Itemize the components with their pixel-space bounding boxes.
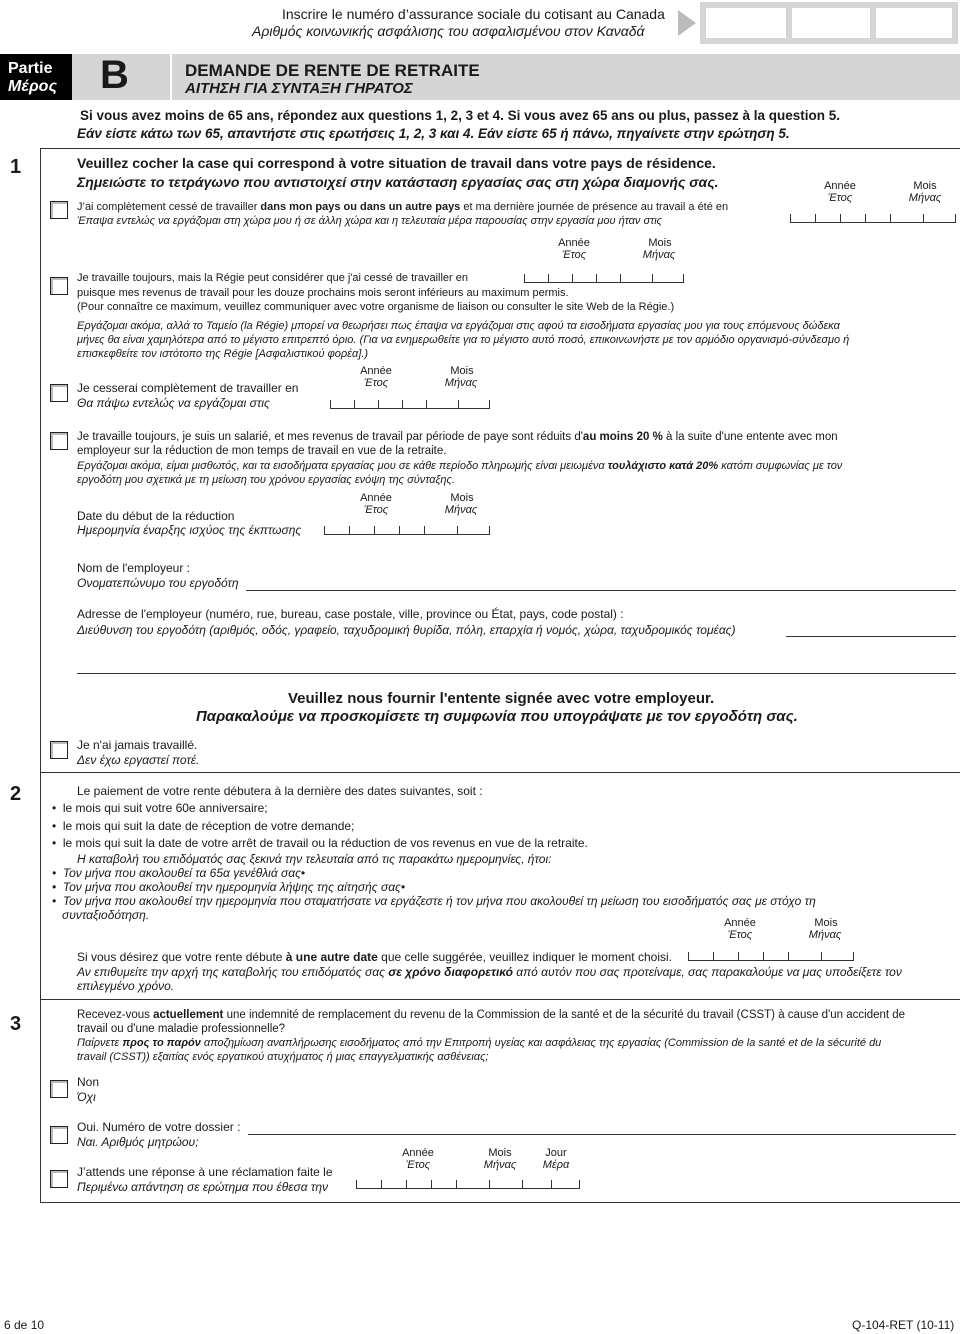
q1-opt4-fr-a: Je travaille toujours, je suis un salarié, et mes revenus de travail par période de paye sont réduits d' [77, 431, 583, 443]
q1-option3-date-field[interactable] [330, 396, 490, 409]
date-label-mois: Mois [814, 917, 838, 929]
q2-bullet-fr-2: • le mois qui suit la date de réception de votre demande; [52, 819, 355, 833]
q2-bullet-fr-1-text: le mois qui suit votre 60e anniversaire; [62, 801, 268, 815]
q2-other-fr-b: à une autre date [285, 950, 378, 964]
q3-fr-b: actuellement [153, 1009, 224, 1021]
date-label-annee: Année [360, 492, 392, 504]
q2-intro-fr: Le paiement de votre rente débutera à la dernière des dates suivantes, soit : [77, 784, 483, 798]
intro-el: Εάν είστε κάτω των 65, απαντήστε στις ερωτήσεις 1, 2, 3 και 4. Εάν είστε 65 ή πάνω, πηγαίνετε στην ερώτηση 5. [77, 126, 790, 141]
date-label-minas: Μήνας [483, 1159, 517, 1171]
q1-opt4-el-a: Εργάζομαι ακόμα, είμαι μισθωτός, και τα εισοδήματα εργασίας μου σε κάθε περίοδο πληρωμής είναι μειωμένα [77, 460, 608, 472]
q2-other-el2: επιλεγμένο χρόνο. [77, 979, 175, 993]
q3-no-fr: Non [77, 1075, 100, 1089]
divider [40, 772, 960, 773]
q2-bullet-fr-3-text: le mois qui suit la date de votre arrêt de travail ou la réduction de vos revenus en vue de la retraite. [62, 836, 588, 850]
q3-file-number-field[interactable] [248, 1134, 956, 1135]
q1-option3-el: Θα πάψω εντελώς να εργάζομαι στις [77, 396, 270, 410]
date-label-mois: Mois [450, 492, 474, 504]
q3-waiting-checkbox[interactable] [50, 1170, 68, 1188]
date-label-mera: Μέρα [542, 1159, 570, 1171]
date-label-minas: Μήνας [444, 504, 478, 516]
q1-option4-checkbox[interactable] [50, 432, 68, 450]
date-label-minas: Μήνας [444, 377, 478, 389]
q3-fr-c: une indemnité de remplacement du revenu de la Commission de la santé et de la sécurité du travail (CSST) à cause d'un accident de [223, 1009, 906, 1021]
q1-option2-el1: Εργάζομαι ακόμα, αλλά το Ταμείο (la Régie) μπορεί να θεωρήσει πως έπαψα να εργάζομαι στις αφού τα εισοδήματα εργασίας μου για τους επόμενους δώδεκα [77, 320, 840, 332]
q2-other-date-field[interactable] [688, 948, 854, 961]
date-label-annee: Année [402, 1147, 434, 1159]
q3-waiting-fr: J’attends une réponse à une réclamation faite le [77, 1165, 333, 1179]
reduction-date-field[interactable] [324, 522, 490, 535]
q3-el-c: αποζημίωση αναπλήρωσης εισοδήματος από την Επιτροπή υγείας και ασφάλειας της εργασίας (Commission de la santé et de la sécurité du [200, 1037, 882, 1049]
q3-question-el1 [77, 1036, 881, 1050]
date-label-annee: Année [724, 917, 756, 929]
q1-option1-date-field[interactable] [790, 210, 956, 223]
q2-bullet-fr-1: • le mois qui suit votre 60e anniversaire; [52, 801, 268, 815]
q1-option1-text-fr [77, 200, 728, 214]
q1-option2-date-field[interactable] [524, 270, 684, 283]
date-label-etos: Έτος [405, 1159, 431, 1171]
q1-option4-el2: εργοδότη μου σχετικά με τη μείωση του χρόνου εργασίας ενόψη της σύνταξης. [77, 474, 455, 486]
q2-bullet-el-2: • Τον μήνα που ακολουθεί την ημερομηνία λήψης της αίτησής σας• [52, 880, 406, 894]
q2-bullet-el-3-cont: συνταξιοδότηση. [62, 908, 150, 922]
q1-option4-fr2: employeur sur la réduction de mon temps de travail en vue de la retraite. [77, 445, 447, 457]
q2-intro-el: Η καταβολή του επιδόματός σας ξεκινά την τελευταία από τις παρακάτω ημερομηνίες, ήτοι: [77, 852, 552, 866]
q3-el-a: Παίρνετε [77, 1037, 123, 1049]
employer-address-label-el: Διεύθυνση του εργοδότη (αριθμός, οδός, γραφείο, ταχυδρομική θυρίδα, πόλη, επαρχία ή νομός, χώρα, ταχυδρομικός τομέας) [77, 623, 736, 637]
q2-other-el-c: από αυτόν που σας προτείναμε, σας παρακαλούμε να μας υποδείξετε τον [512, 965, 902, 979]
employer-name-field[interactable] [246, 590, 956, 591]
q3-yes-el: Ναι. Αριθμός μητρώου; [77, 1135, 199, 1149]
q2-bullet-el-3: • Τον μήνα που ακολουθεί την ημερομηνία που σταματήσατε να εργάζεστε ή τον μήνα που ακολουθεί τη μείωση του εισοδήματός σας με στόχο τη [52, 894, 816, 908]
q2-other-el-b: σε χρόνο διαφορετικό [388, 965, 513, 979]
q1-heading-el: Σημειώστε το τετράγωνο που αντιστοιχεί στην κατάσταση εργασίας σας στη χώρα διαμονής σας. [77, 174, 719, 190]
title-fr: DEMANDE DE RENTE DE RETRAITE [185, 61, 480, 80]
q1-opt4-el-c: κατόπι συμφωνίας με τον [718, 460, 843, 472]
q1-option5-el: Δεν έχω εργαστεί ποτέ. [77, 753, 200, 767]
date-label-etos: Έτος [727, 929, 753, 941]
employer-address-label-fr: Adresse de l'employeur (numéro, rue, bureau, case postale, ville, province ou État, pays, code postal) : [77, 607, 624, 621]
q3-claim-date-field[interactable] [356, 1176, 580, 1189]
q1-option1-checkbox[interactable] [50, 201, 68, 219]
q2-other-el-a: Αν επιθυμείτε την αρχή της καταβολής του επιδόματός σας [77, 965, 389, 979]
q1-option3-fr: Je cesserai complètement de travailler en [77, 381, 299, 395]
date-label-minas: Μήνας [908, 192, 942, 204]
date-label-mois: Mois [488, 1147, 512, 1159]
q2-bullet-el-2-text: Τον μήνα που ακολουθεί την ημερομηνία λήψης της αίτησής σας• [62, 880, 406, 894]
employer-address-field-1[interactable] [786, 636, 956, 637]
q1-option2-el2: μήνες θα είναι χαμηλότερα από το μέγιστο επιτρεπτό όριο. (Για να ενημερωθείτε για το μέγιστο αυτό ποσό, επικοινωνήστε με τον αρμόδιο οργανισμό-σύνδεσμο ή [77, 334, 850, 346]
q3-question-el2: travail (CSST)) εξαιτίας ενός εργατικού ατυχήματος ή μιας επαγγελματικής ασθένειας; [77, 1051, 489, 1063]
part-label-fr: Partie [8, 60, 53, 77]
divider [40, 1202, 960, 1203]
q1-heading-fr: Veuillez cocher la case qui correspond à votre situation de travail dans votre pays de résidence. [77, 155, 716, 171]
q3-question-fr2: travail ou d'une maladie professionnelle? [77, 1023, 286, 1035]
date-label-annee: Année [824, 180, 856, 192]
q2-other-el [77, 965, 902, 979]
q3-yes-fr: Oui. Numéro de votre dossier : [77, 1120, 241, 1134]
q2-other-fr-c: que celle suggérée, veuillez indiquer le moment choisi. [377, 950, 672, 964]
q2-other-fr [77, 950, 672, 964]
q1-opt1-a: J’ai complètement cessé de travailler [77, 201, 261, 213]
part-letter: B [100, 53, 129, 97]
q1-option1-text-el: Έπαψα εντελώς να εργάζομαι στη χώρα μου ή σε άλλη χώρα και η τελευταία μέρα παρουσίας στην εργασία μου ήταν στις [77, 215, 663, 227]
q3-fr-a: Recevez-vous [77, 1009, 154, 1021]
divider [40, 148, 960, 149]
employer-address-field-2[interactable] [77, 673, 956, 674]
q1-opt1-b: dans mon pays ou dans un autre pays [260, 201, 461, 213]
date-label-annee: Année [558, 237, 590, 249]
intro-fr: Si vous avez moins de 65 ans, répondez aux questions 1, 2, 3 et 4. Si vous avez 65 ans ou plus, passez à la question 5. [80, 108, 841, 123]
q3-no-checkbox[interactable] [50, 1080, 68, 1098]
q1-option4-el1 [77, 459, 842, 473]
q1-option2-el3: επισκεφθείτε τον ιστότοπο της Régie [Ασφαλιστικού φορέα].) [77, 348, 369, 360]
sin-field-2[interactable] [792, 8, 870, 38]
q2-bullet-fr-2-text: le mois qui suit la date de réception de votre demande; [62, 819, 355, 833]
question-number-1: 1 [10, 156, 22, 178]
q2-bullet-el-1-text: Τον μήνα που ακολουθεί τα 65α γενέθλιά σας• [62, 866, 306, 880]
question-number-3: 3 [10, 1013, 22, 1035]
form-code: Q-104-RET (10-11) [852, 1318, 955, 1332]
provide-agreement-el: Παρακαλούμε να προσκομίσετε τη συμφωνία που υπογράψατε με τον εργοδότη σας. [196, 708, 798, 725]
title-el: ΑΙΤΗΣΗ ΓΙΑ ΣΥΝΤΑΞΗ ΓΗΡΑΤΟΣ [185, 80, 413, 97]
question-number-2: 2 [10, 783, 22, 805]
date-label-etos: Έτος [561, 249, 587, 261]
reduction-label-fr: Date du début de la réduction [77, 509, 235, 523]
sin-label-el: Αριθμός κοινωνικής ασφάλισης του ασφαλισμένου στον Καναδά [252, 23, 645, 39]
q1-option3-checkbox[interactable] [50, 384, 68, 402]
q3-no-el: Όχι [77, 1090, 96, 1104]
sin-field-1[interactable] [706, 8, 786, 38]
q1-opt4-fr-c: à la suite d'une entente avec mon [662, 431, 838, 443]
page-number: 6 de 10 [4, 1318, 45, 1332]
q3-yes-checkbox[interactable] [50, 1126, 68, 1144]
q1-option2-fr3: (Pour connaître ce maximum, veuillez communiquer avec votre organisme de liaison ou consulter le site Web de la Régie.) [77, 301, 675, 313]
employer-name-label-el: Ονοματεπώνυμο του εργοδότη [77, 576, 239, 590]
date-label-jour: Jour [545, 1147, 567, 1159]
q1-option5-checkbox[interactable] [50, 741, 68, 759]
date-label-mois: Mois [913, 180, 937, 192]
date-label-annee: Année [360, 365, 392, 377]
left-rule [40, 148, 41, 1202]
q3-el-b: προς το παρόν [122, 1037, 201, 1049]
q1-opt1-c: et ma dernière journée de présence au travail a été en [460, 201, 729, 213]
q1-opt4-el-b: τουλάχιστο κατά 20% [607, 460, 719, 472]
q1-option4-fr1 [77, 430, 838, 444]
provide-agreement-fr: Veuillez nous fournir l'entente signée avec votre employeur. [288, 690, 715, 707]
arrow-right-icon [678, 10, 696, 36]
date-label-etos: Έτος [363, 504, 389, 516]
reduction-label-el: Ημερομηνία έναρξης ισχύος της έκπτωσης [77, 523, 302, 537]
q1-option5-fr: Je n'ai jamais travaillé. [77, 738, 198, 752]
part-label-el: Μέρος [8, 78, 57, 95]
q1-option2-fr1: Je travaille toujours, mais la Régie peut considérer que j'ai cessé de travailler en [77, 272, 468, 284]
employer-name-label-fr: Nom de l'employeur : [77, 561, 191, 575]
q2-other-fr-a: Si vous désirez que votre rente débute [77, 950, 286, 964]
q1-option2-fr2: puisque mes revenus de travail pour les douze prochains mois seront inférieurs au maximum permis. [77, 287, 569, 299]
q1-option2-checkbox[interactable] [50, 277, 68, 295]
q2-bullet-fr-3: • le mois qui suit la date de votre arrêt de travail ou la réduction de vos revenus en vue de la retraite. [52, 836, 588, 850]
date-label-minas: Μήνας [808, 929, 842, 941]
sin-label-fr: Inscrire le numéro d’assurance sociale du cotisant au Canada [282, 6, 665, 22]
divider [40, 999, 960, 1000]
date-label-etos: Έτος [827, 192, 853, 204]
date-label-mois: Mois [450, 365, 474, 377]
date-label-minas: Μήνας [642, 249, 676, 261]
q1-opt4-fr-b: au moins 20 % [582, 431, 663, 443]
q3-waiting-el: Περιμένω απάντηση σε ερώτημα που έθεσα την [77, 1180, 329, 1194]
date-label-etos: Έτος [363, 377, 389, 389]
q2-bullet-el-3-text: Τον μήνα που ακολουθεί την ημερομηνία που σταματήσατε να εργάζεστε ή τον μήνα που ακολουθεί τη μείωση του εισοδήματός σας με στόχο τη [62, 894, 816, 908]
sin-field-3[interactable] [876, 8, 952, 38]
date-label-mois: Mois [648, 237, 672, 249]
q3-question-fr1 [77, 1008, 905, 1022]
q2-bullet-el-1: • Τον μήνα που ακολουθεί τα 65α γενέθλιά σας• [52, 866, 306, 880]
